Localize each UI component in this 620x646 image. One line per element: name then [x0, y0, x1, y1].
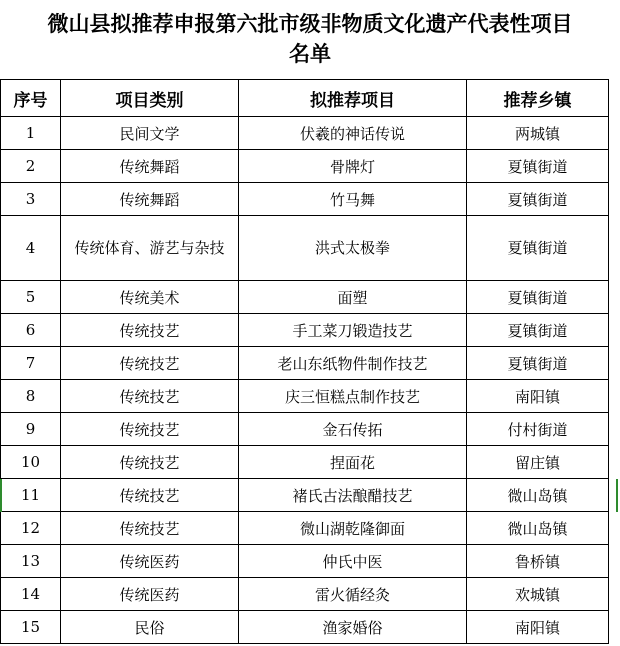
table-row [1, 446, 609, 479]
cell-township[interactable]: 留庄镇 [467, 446, 609, 479]
table-row [1, 380, 609, 413]
table-row [1, 347, 609, 380]
cell-project[interactable]: 面塑 [239, 281, 467, 314]
header-row [1, 80, 609, 117]
selected-row-marker-right [616, 479, 618, 512]
header-cell-township[interactable]: 推荐乡镇 [467, 80, 609, 117]
cell-index[interactable]: 14 [1, 578, 61, 611]
cell-category[interactable]: 传统技艺 [61, 446, 239, 479]
cell-index[interactable]: 10 [1, 446, 61, 479]
cell-index[interactable]: 1 [1, 117, 61, 150]
cell-township[interactable]: 南阳镇 [467, 380, 609, 413]
cell-township[interactable]: 夏镇街道 [467, 183, 609, 216]
cell-township[interactable]: 夏镇街道 [467, 347, 609, 380]
cell-township[interactable]: 付村街道 [467, 413, 609, 446]
cell-project[interactable]: 褚氏古法酿醋技艺 [239, 479, 467, 512]
cell-project[interactable]: 仲氏中医 [239, 545, 467, 578]
cell-index[interactable]: 3 [1, 183, 61, 216]
table-row [1, 611, 609, 644]
cell-project[interactable]: 骨牌灯 [239, 150, 467, 183]
cell-project[interactable]: 雷火循经灸 [239, 578, 467, 611]
cell-project[interactable]: 伏羲的神话传说 [239, 117, 467, 150]
cell-index[interactable]: 6 [1, 314, 61, 347]
cell-category[interactable]: 传统医药 [61, 545, 239, 578]
title-line-2: 名单 [289, 42, 331, 66]
table-row [1, 413, 609, 446]
cell-category[interactable]: 传统舞蹈 [61, 183, 239, 216]
cell-township[interactable]: 欢城镇 [467, 578, 609, 611]
table-row [1, 150, 609, 183]
cell-project[interactable]: 手工菜刀锻造技艺 [239, 314, 467, 347]
header-cell-category[interactable]: 项目类别 [61, 80, 239, 117]
cell-category[interactable]: 传统舞蹈 [61, 150, 239, 183]
cell-category[interactable]: 传统技艺 [61, 479, 239, 512]
cell-category[interactable]: 传统技艺 [61, 314, 239, 347]
table-row [1, 479, 609, 512]
cell-index[interactable]: 8 [1, 380, 61, 413]
cell-index[interactable]: 12 [1, 512, 61, 545]
cell-category[interactable]: 传统技艺 [61, 413, 239, 446]
cell-index[interactable]: 4 [1, 216, 61, 281]
cell-township[interactable]: 夏镇街道 [467, 216, 609, 281]
cell-index[interactable]: 9 [1, 413, 61, 446]
cell-category[interactable]: 传统美术 [61, 281, 239, 314]
cell-project[interactable]: 渔家婚俗 [239, 611, 467, 644]
cell-category[interactable]: 民间文学 [61, 117, 239, 150]
cell-project[interactable]: 微山湖乾隆御面 [239, 512, 467, 545]
cell-project[interactable]: 老山东纸物件制作技艺 [239, 347, 467, 380]
cell-township[interactable]: 微山岛镇 [467, 512, 609, 545]
cell-township[interactable]: 微山岛镇 [467, 479, 609, 512]
cell-township[interactable]: 两城镇 [467, 117, 609, 150]
cell-category[interactable]: 传统体育、游艺与杂技 [61, 216, 239, 281]
table-row [1, 512, 609, 545]
selected-row-marker-left [0, 479, 2, 512]
cell-category[interactable]: 传统技艺 [61, 512, 239, 545]
project-list-table [0, 79, 609, 644]
table-row [1, 117, 609, 150]
header-cell-project[interactable]: 拟推荐项目 [239, 80, 467, 117]
cell-category[interactable]: 传统医药 [61, 578, 239, 611]
cell-township[interactable]: 夏镇街道 [467, 281, 609, 314]
table-row [1, 216, 609, 281]
cell-project[interactable]: 竹马舞 [239, 183, 467, 216]
cell-project[interactable]: 庆三恒糕点制作技艺 [239, 380, 467, 413]
page-title [0, 0, 620, 78]
cell-project[interactable]: 金石传拓 [239, 413, 467, 446]
table-row [1, 183, 609, 216]
cell-project[interactable]: 洪式太极拳 [239, 216, 467, 281]
table-row [1, 314, 609, 347]
cell-township[interactable]: 夏镇街道 [467, 314, 609, 347]
table-row [1, 578, 609, 611]
cell-category[interactable]: 传统技艺 [61, 347, 239, 380]
cell-township[interactable]: 鲁桥镇 [467, 545, 609, 578]
table-row [1, 545, 609, 578]
cell-township[interactable]: 南阳镇 [467, 611, 609, 644]
cell-index[interactable]: 13 [1, 545, 61, 578]
table-row [1, 281, 609, 314]
cell-category[interactable]: 传统技艺 [61, 380, 239, 413]
header-cell-index[interactable]: 序号 [1, 80, 61, 117]
cell-index[interactable]: 5 [1, 281, 61, 314]
cell-index[interactable]: 15 [1, 611, 61, 644]
cell-project[interactable]: 捏面花 [239, 446, 467, 479]
cell-township[interactable]: 夏镇街道 [467, 150, 609, 183]
cell-index[interactable]: 11 [1, 479, 61, 512]
cell-index[interactable]: 7 [1, 347, 61, 380]
cell-index[interactable]: 2 [1, 150, 61, 183]
title-line-1: 微山县拟推荐申报第六批市级非物质文化遗产代表性项目 [47, 12, 573, 36]
cell-category[interactable]: 民俗 [61, 611, 239, 644]
